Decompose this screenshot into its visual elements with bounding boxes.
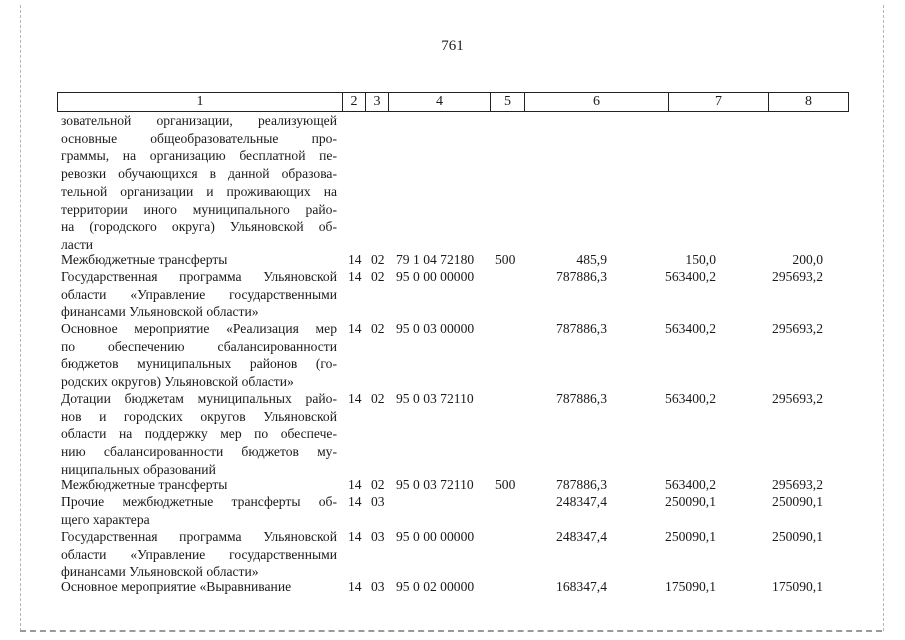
description-line: зовательной организации, реализующей xyxy=(61,113,337,128)
cell-c8: 250090,1 xyxy=(772,494,823,509)
header-col-8: 8 xyxy=(805,94,812,109)
cell-c7: 175090,1 xyxy=(665,579,716,594)
description-line: финансами Ульяновской области» xyxy=(61,564,259,580)
cell-c3: 02 xyxy=(371,269,385,284)
description-line: Дотации бюджетам муниципальных райо- xyxy=(61,391,337,406)
cell-c4: 95 0 03 72110 xyxy=(396,477,474,492)
description-line: по обеспечению сбалансированности xyxy=(61,338,337,354)
cell-c8: 200,0 xyxy=(792,252,823,267)
cell-c4: 79 1 04 72180 xyxy=(396,252,475,267)
description-line: нию сбалансированности бюджетов му- xyxy=(61,444,337,460)
cell-c8: 250090,1 xyxy=(772,529,823,544)
description-line: нов и городских округов Ульяновской xyxy=(61,408,337,424)
cell-c3: 03 xyxy=(371,579,385,594)
cell-c4: 95 0 03 72110 xyxy=(396,391,474,406)
cell-c8: 175090,1 xyxy=(772,579,823,594)
cell-c8: 295693,2 xyxy=(772,391,823,406)
description-line: на (городского округа) Ульяновской об- xyxy=(61,219,337,235)
cell-c6: 168347,4 xyxy=(556,579,607,594)
description-line: ревозки обучающихся в данной образова- xyxy=(61,166,337,182)
cell-c7: 250090,1 xyxy=(665,529,716,544)
description-line: области «Управление государственными xyxy=(61,546,337,562)
description-line: ниципальных образований xyxy=(61,461,216,477)
page-bottom-edge xyxy=(20,630,882,632)
description-line: Государственная программа Ульяновской xyxy=(61,269,337,284)
cell-c8: 295693,2 xyxy=(772,477,823,492)
cell-c3: 02 xyxy=(371,252,385,267)
header-col-6: 6 xyxy=(525,93,669,111)
cell-c8: 295693,2 xyxy=(772,269,823,284)
description-line: тельной организации и проживающих на xyxy=(61,183,337,199)
cell-c3: 02 xyxy=(371,477,385,492)
cell-c5: 500 xyxy=(495,477,516,492)
cell-c4: 95 0 03 00000 xyxy=(396,321,475,336)
cell-c6: 787886,3 xyxy=(556,321,607,336)
description-line: финансами Ульяновской области» xyxy=(61,304,259,320)
cell-c3: 02 xyxy=(371,391,385,406)
cell-c2: 14 xyxy=(348,494,362,509)
description-line: Основное мероприятие «Выравнивание xyxy=(61,579,292,594)
row-description xyxy=(61,578,337,596)
cell-c7: 563400,2 xyxy=(665,391,716,406)
cell-c2: 14 xyxy=(348,252,362,267)
cell-c2: 14 xyxy=(348,269,362,284)
header-col-4: 4 xyxy=(389,93,491,111)
cell-c3: 03 xyxy=(371,529,385,544)
description-line: области «Управление государственными xyxy=(61,286,337,302)
cell-c6: 248347,4 xyxy=(556,529,607,544)
cell-c4: 95 0 02 00000 xyxy=(396,579,475,594)
cell-c7: 150,0 xyxy=(685,252,716,267)
header-col-5: 5 xyxy=(491,93,525,111)
cell-c2: 14 xyxy=(348,391,362,406)
description-line: Основное мероприятие «Реализация мер xyxy=(61,321,337,336)
description-line: Межбюджетные трансферты xyxy=(61,252,228,267)
table-header xyxy=(57,92,849,112)
cell-c2: 14 xyxy=(348,529,362,544)
cell-c3: 02 xyxy=(371,321,385,336)
row-description xyxy=(61,112,337,254)
description-line: территории иного муниципального райо- xyxy=(61,201,337,217)
cell-c6: 787886,3 xyxy=(556,477,607,492)
description-line: ласти xyxy=(61,236,94,252)
description-line: щего характера xyxy=(61,511,150,527)
cell-c6: 787886,3 xyxy=(556,391,607,406)
header-col-7: 7 xyxy=(669,93,769,111)
header-col-2: 2 xyxy=(343,93,366,111)
cell-c6: 787886,3 xyxy=(556,269,607,284)
cell-c4: 95 0 00 00000 xyxy=(396,529,475,544)
cell-c6: 485,9 xyxy=(576,252,607,267)
description-line: бюджетов муниципальных районов (го- xyxy=(61,356,337,372)
description-line: Государственная программа Ульяновской xyxy=(61,529,337,544)
description-line: Межбюджетные трансферты xyxy=(61,477,228,492)
description-line: граммы, на организацию бесплатной пе- xyxy=(61,148,337,164)
description-line: области на поддержку мер по обеспече- xyxy=(61,426,337,442)
cell-c2: 14 xyxy=(348,477,362,492)
header-col-3: 3 xyxy=(366,93,389,111)
cell-c8: 295693,2 xyxy=(772,321,823,336)
row-description xyxy=(61,251,337,269)
page-number: 761 xyxy=(441,38,464,54)
row-description xyxy=(61,528,337,581)
row-description xyxy=(61,493,337,528)
cell-c7: 563400,2 xyxy=(665,321,716,336)
cell-c7: 563400,2 xyxy=(665,477,716,492)
row-description xyxy=(61,390,337,479)
cell-c5: 500 xyxy=(495,252,516,267)
cell-c4: 95 0 00 00000 xyxy=(396,269,475,284)
cell-c2: 14 xyxy=(348,579,362,594)
row-description xyxy=(61,268,337,321)
description-line: основные общеобразовательные про- xyxy=(61,130,337,146)
description-line: Прочие межбюджетные трансферты об- xyxy=(61,494,337,509)
cell-c6: 248347,4 xyxy=(556,494,607,509)
header-col-1: 1 xyxy=(58,93,343,111)
cell-c7: 563400,2 xyxy=(665,269,716,284)
description-line: родских округов) Ульяновской области» xyxy=(61,374,294,390)
row-description xyxy=(61,320,337,391)
cell-c3: 03 xyxy=(371,494,385,509)
cell-c7: 250090,1 xyxy=(665,494,716,509)
cell-c2: 14 xyxy=(348,321,362,336)
row-description xyxy=(61,476,337,494)
